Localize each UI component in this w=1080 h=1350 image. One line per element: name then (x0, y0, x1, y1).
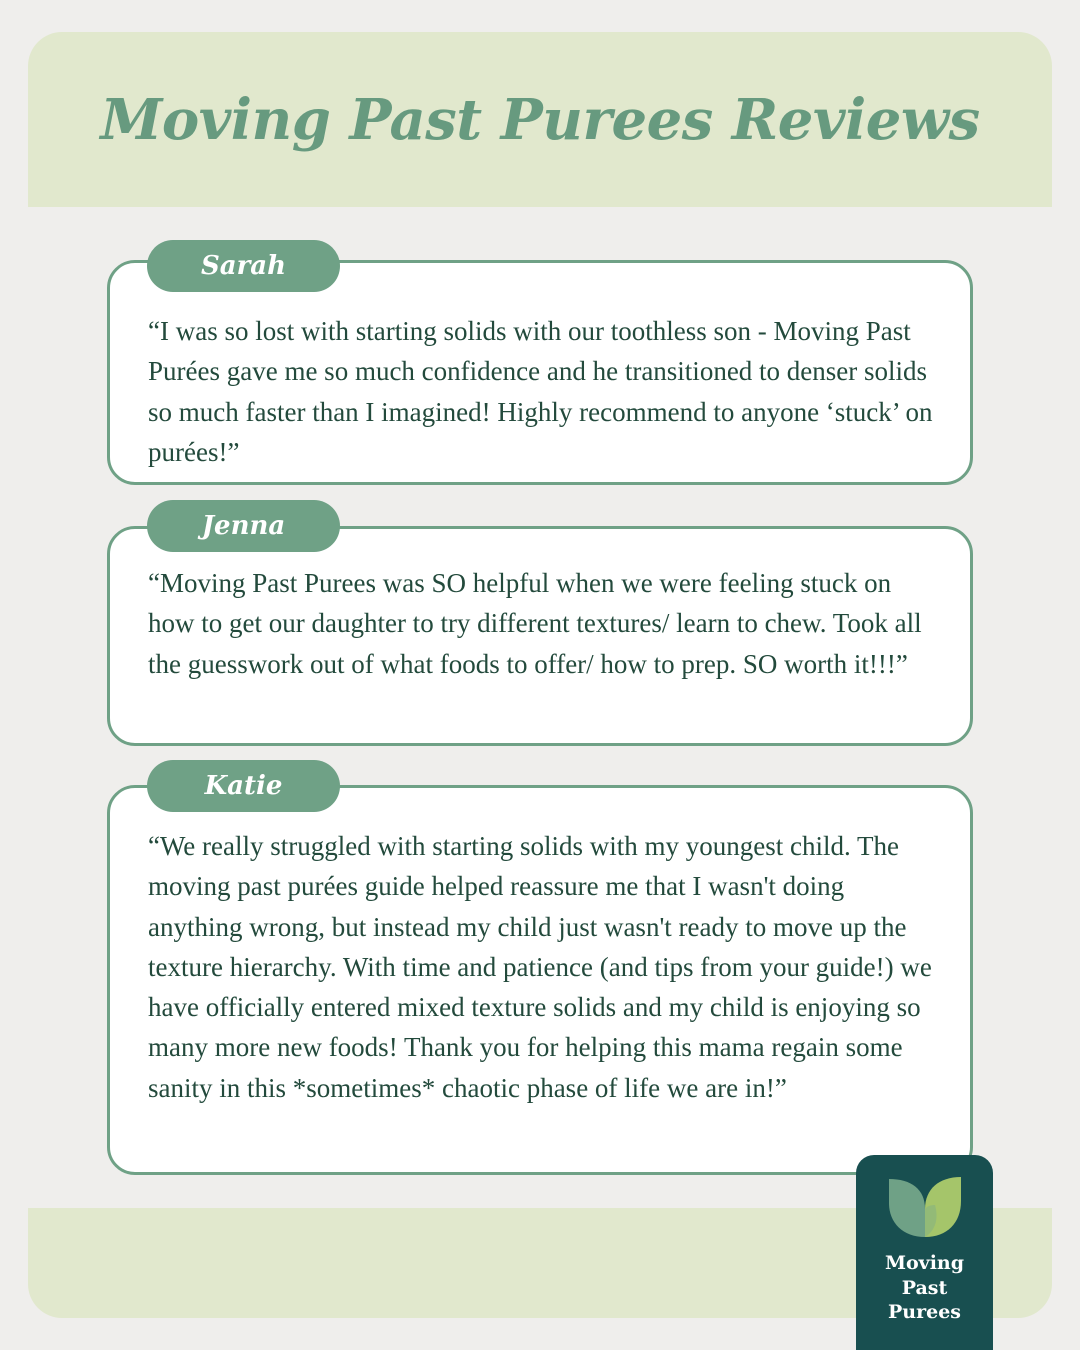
header-band (28, 32, 1052, 207)
reviewer-name: Sarah (200, 251, 287, 281)
logo-line: Past (901, 1276, 948, 1299)
review-text: “I was so lost with starting solids with our toothless son - Moving Past Purées gave me so much confidence and he transitioned to denser solids so much faster than I imagined! Highly recommend to anyone ‘stuck’ on purées!” (148, 316, 933, 467)
brand-logo-text (885, 1251, 964, 1325)
reviewer-name-tab (147, 240, 340, 292)
review-text: “Moving Past Purees was SO helpful when we were feeling stuck on how to get our daughter to try different textures/ learn to chew. Took all the guesswork out of what foods to offer/ how to prep. SO worth it!!!” (148, 568, 922, 679)
reviewer-name: Jenna (201, 511, 286, 541)
logo-line: Moving (884, 1252, 965, 1274)
two-leaves-icon (887, 1175, 963, 1239)
page-title: Moving Past Purees Reviews (100, 86, 980, 153)
brand-logo-badge (856, 1155, 993, 1350)
reviewer-name-tab (147, 760, 340, 812)
review-text: “We really struggled with starting solids with my youngest child. The moving past purées guide helped reassure me that I wasn't doing anything wrong, but instead my child just wasn't ready to move up the texture hierarchy. With time and patience (and tips from your guide!) we have officially entered mixed texture solids and my child is enjoying so many more new foods! Thank you for helping this mama regain some sanity in this *sometimes* chaotic phase of life we are in!” (148, 831, 932, 1103)
review-card-katie (107, 785, 973, 1175)
review-card-sarah (107, 260, 973, 485)
reviewer-name: Katie (204, 771, 283, 801)
review-card-jenna (107, 526, 973, 746)
reviewer-name-tab (147, 500, 340, 552)
logo-line: Purees (888, 1301, 961, 1323)
